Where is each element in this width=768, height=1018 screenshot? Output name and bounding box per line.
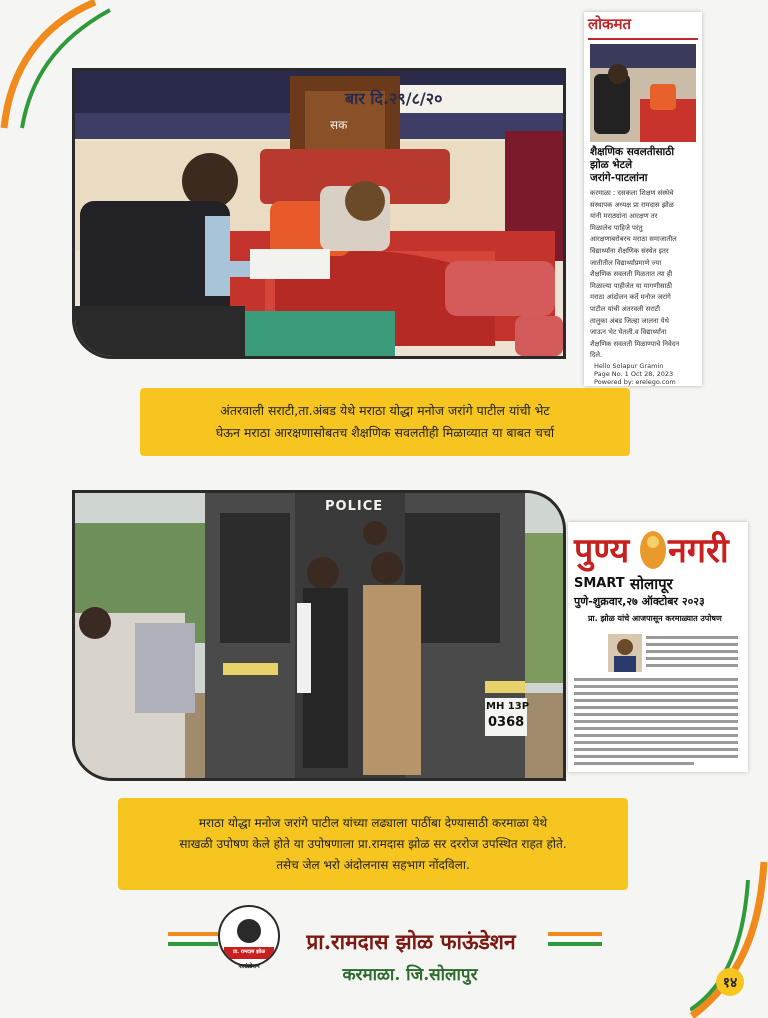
clipping-photo (590, 44, 696, 142)
caption-protest-line3: तसेच जेल भरो अंदोलनास सहभाग नोंदविला. (276, 857, 470, 872)
page-number: १४ (716, 968, 744, 996)
clipping-source: Hello Solapur Gramin Page No. 1 Oct 28, 2023 Powered by: erelego.com (594, 362, 676, 386)
lokmat-masthead: लोकमत (588, 15, 632, 33)
clipping2-subhead: प्रा. झोळ यांचे आजपासून करमाळ्यात उपोषण (588, 614, 722, 623)
foundation-location: करमाळा. जि.सोलापुर (342, 965, 478, 985)
caption-meeting-line2: घेऊन मराठा आरक्षणासोबतच शैक्षणिक सवलतीही मिळाव्यात या बाबत चर्चा (215, 425, 555, 440)
tricolor-bar-left (168, 932, 218, 936)
caption-meeting (140, 388, 630, 456)
founder-portrait-icon (220, 907, 278, 965)
clipping2-body-text (574, 634, 742, 768)
lokmat-clipping (584, 12, 702, 386)
meeting-photo (72, 68, 566, 359)
punyanagari-masthead-1: पुण्य (574, 531, 630, 571)
number-plate-top: MH 13P (486, 701, 530, 712)
foundation-name: प्रा.रामदास झोळ फाऊंडेशन (306, 929, 516, 954)
punyanagari-clipping (568, 522, 748, 772)
foundation-name-box (280, 926, 542, 958)
logo-ring-top-text: प्रा. रामदास झोळ (232, 949, 266, 955)
smart-label: SMART (574, 576, 625, 591)
tent-banner-text: बार दि.२९/८/२० (345, 89, 443, 108)
caption-protest-line1: मराठा योद्धा मनोज जरांगे पाटील यांच्या लढ्याला पाठींबा देण्यासाठी करमाळा येथे (198, 815, 548, 830)
tricolor-bar-right-green (548, 942, 602, 946)
tricolor-bar-right-white (548, 937, 602, 941)
foundation-logo (218, 905, 280, 967)
caption-protest (118, 798, 628, 890)
logo-ring-bottom-text: फाऊंडेशन (238, 963, 260, 970)
clipping-headline: शैक्षणिक सवलतीसाठी झोळ भेटले जरांगे-पाटलांना (590, 146, 675, 184)
city-label: सोलापूर (630, 575, 673, 593)
dateline: पुणे-शुक्रवार,२७ ऑक्टोबर २०२३ (574, 595, 705, 608)
punyanagari-masthead-2: नगरी (668, 531, 729, 571)
number-plate-bottom: 0368 (488, 715, 525, 730)
caption-meeting-line1: अंतरवाली सराटी,ता.अंबड येथे मराठा योद्धा मनोज जरांगे पाटील यांची भेट (220, 403, 550, 418)
clipping-body: करमाळा : दसकला शिक्षण संस्थेचे संस्थापक अध्यक्ष प्रा रामदास झोळ यांनी मराठ्यांना आरक्षण तर मिळालेच पाहिजे परंतु आरक्षणाबरोबरच मराठा समाजातील विद्यार्थ्यांना शैक्षणिक संस्थेत इतर जातीतील विद्यार्थ्यांप्रमाणे ज्या शैक्षणिक सवलती मिळतात त्या ही मिळाल्या पाहीजेत या मागणीसाठी मराठा आंदोलन कर्ते मनोज जरांगे पाटील यांची अंतरवली सराटी तालुका अंबड जिल्हा जालना येथे जाऊन भेट घेतली.व विद्यार्थ्यांना शैक्षणिक सवलती मिळाण्याचे निवेदन दिले. (590, 189, 680, 360)
tricolor-bar-left-green (168, 942, 218, 946)
tricolor-bar-left-white (168, 937, 218, 941)
tricolor-bar-right (548, 932, 602, 936)
tent-banner-text-2: सक (330, 118, 348, 132)
police-van-photo (72, 490, 566, 781)
deity-emblem-icon (638, 528, 668, 570)
police-label: POLICE (325, 499, 384, 514)
caption-protest-line2: साखळी उपोषण केले होते या उपोषणाला प्रा.रामदास झोळ सर दररोज उपस्थित राहत होते. (179, 836, 567, 851)
